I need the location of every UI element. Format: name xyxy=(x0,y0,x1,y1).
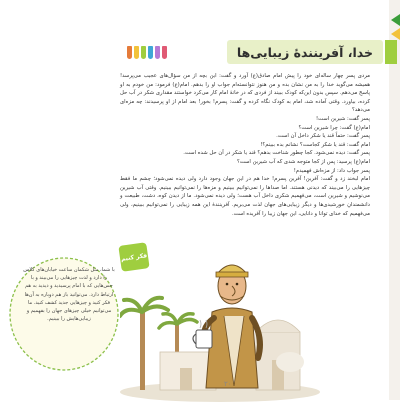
dialogue-line: پسر گفت: شیرین است! xyxy=(315,115,370,122)
paragraph-intro: مردی پسر چهار ساله‌ای خود را پیش امام صادق(ع) آورد و گفت: این بچه از من سؤال‌های عجیب می‌پرسد! همیشه می‌گوید خدا را به من نشان بده و من هنوز نتوانسته‌ام جواب او را بدهم. امام(ع) فرمود: من خودم به او پاسخ می‌دهم. سپس بدون این‌که کودک ببیند از فردی که در خانهٔ امام کار می‌کرد خواستند مقداری شکر در آب حل کرده، بیاورد. وقتی آماده شد، امام به کودک نگاه کرده و گفت: پسرم! بخور! بعد امام از او پرسیدند: چه مزه‌ای می‌دهد؟ xyxy=(120,73,370,114)
illustration xyxy=(120,212,320,402)
page-title: خدا، آفرینندهٔ زیبایی‌ها xyxy=(236,44,373,60)
triangle-marker xyxy=(391,28,400,40)
dialogue-line: پسر جواب داد: از مزه‌اش فهمیدم! xyxy=(293,167,370,174)
side-note-text: با شما، مثل شکمان ساعت خیابان‌های کلاس را دارد و لذت چیزهایی را می‌بیند و با حس‌هایی که با امام پرسیدید و دیدید به هم ارتباط دارد. می‌توانید باز هم دوباره به آن‌ها فکر کنید و چیزهایی جدید کشف کنید. ما می‌توانیم خیلی چیزهای جهان را بفهمیم و زیبایی‌هایش را ببینیم. xyxy=(23,267,115,323)
dialogue-line: امام(ع) پرسید: پس از کجا متوجه شدی که آب شیرین است؟ xyxy=(236,158,370,165)
page-number: ۲۰ xyxy=(224,380,232,388)
dialogue-line: امام گفت: قند یا شکر کجاست؟ نشانم بده ببینم؟! xyxy=(260,141,370,148)
dialogue-line: امام(ع) گفت: چرا شیرین است؟ xyxy=(298,124,370,131)
pencils-icon xyxy=(127,46,167,59)
header xyxy=(127,40,397,64)
dialogue-line: پسر گفت: حتماً قند یا شکر داخل آن است. xyxy=(276,133,370,140)
dialogue-line: پسر گفت: دیده نمی‌شود. کجا چطور شناخت بدهم؟ قند یا شکر در آن حل شده است. xyxy=(183,150,370,157)
triangle-marker xyxy=(391,14,400,26)
main-text xyxy=(120,72,370,218)
title-bar xyxy=(227,40,383,64)
paragraph-conclusion: امام لبخند زد و گفت: آفرین! آفرین پسرم! خدا هم در این جهان وجود دارد ولی دیده نمی‌شود؛ چشم ما فقط چیزهایی را می‌بیند که دیدنی هستند. اما صدا‌ها را نمی‌توانیم ببینیم و مزه‌ها را نمی‌توانیم ببینیم. وقتی آب شیرین می‌نوشیم و شیرین است، می‌فهمیم شکری داخل آب هست؛ ولی دیده نمی‌شود. ما از دیدن کوه، دشت، طبیعت و دانشمندانِ خورشیدی‌ها و دیگر زیبایی‌های جهان لذت می‌بریم. آفرینندهٔ این همه زیبایی را نمی‌توانیم ببینیم، ولی می‌فهمیم که خدای توانا و دانایی، این جهان زیبا را آفریده است. xyxy=(120,176,370,217)
title-tab xyxy=(385,40,397,64)
think-badge-label: فکر کنیم xyxy=(120,251,148,263)
